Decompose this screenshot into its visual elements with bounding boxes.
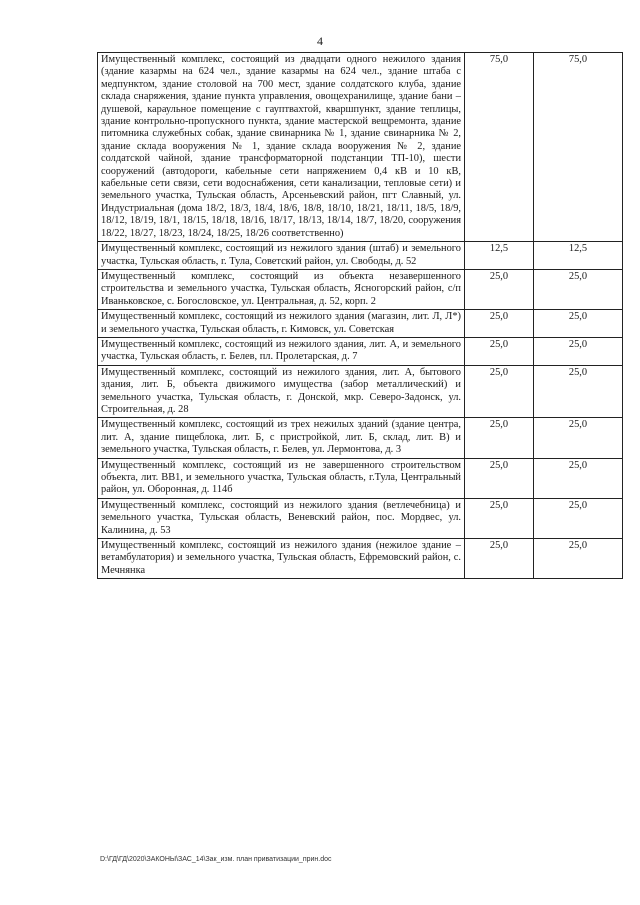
value-column-1: 25,0 [465,539,534,579]
table-row [98,458,623,498]
table-row [98,418,623,458]
value-column-2: 25,0 [534,539,623,579]
table-row [98,539,623,579]
document-file-path: D:\ГД\ГД\2020\ЗАКОНЫ\ЗАС_14\Зак_изм. план приватизации_прин.doc [100,856,332,863]
table-row [98,365,623,418]
property-table [97,52,623,579]
property-description: Имущественный комплекс, состоящий из нежилого здания, лит. А, и земельного участка, Тульская область, г. Белев, пл. Пролетарская, д. 7 [98,337,465,365]
property-description: Имущественный комплекс, состоящий из нежилого здания (ветлечебница) и земельного участка, Тульская область, Веневский район, пос. Мордвес, ул. Калинина, д. 53 [98,498,465,538]
page-number: 4 [317,34,323,48]
property-description: Имущественный комплекс, состоящий из нежилого здания (нежилое здание – ветамбулатория) и земельного участка, Тульская область, Ефремовский район, с. Мечнянка [98,539,465,579]
property-description: Имущественный комплекс, состоящий из объекта незавершенного строительства и земельного участка, Тульская область, Ясногорский район, с/п Иваньковское, с. Богословское, ул. Центральная, д. 52, корп. 2 [98,269,465,309]
value-column-2: 25,0 [534,365,623,418]
value-column-1: 12,5 [465,242,534,270]
value-column-2: 12,5 [534,242,623,270]
property-description: Имущественный комплекс, состоящий из нежилого здания (магазин, лит. Л, Л*) и земельного участка, Тульская область, г. Кимовск, ул. Советская [98,310,465,338]
value-column-2: 25,0 [534,458,623,498]
value-column-1: 25,0 [465,498,534,538]
table-row [98,269,623,309]
property-description: Имущественный комплекс, состоящий из трех нежилых зданий (здание центра, лит. А, здание пищеблока, лит. Б, с пристройкой, лит. Б, склад, лит. В) и земельного участка, Тульская область, г. Белев, ул. Лермонтова, д. 3 [98,418,465,458]
table-row [98,242,623,270]
property-description: Имущественный комплекс, состоящий из нежилого здания (штаб) и земельного участка, Тульская область, г. Тула, Советский район, ул. Свободы, д. 52 [98,242,465,270]
value-column-1: 25,0 [465,269,534,309]
value-column-1: 25,0 [465,418,534,458]
table-row [98,53,623,242]
value-column-2: 75,0 [534,53,623,242]
value-column-1: 25,0 [465,310,534,338]
property-description: Имущественный комплекс, состоящий из не завершенного строительством объекта, лит. ВВ1, и земельного участка, Тульская область, г.Тула, Центральный район, ул. Оборонная, д. 114б [98,458,465,498]
value-column-2: 25,0 [534,418,623,458]
value-column-2: 25,0 [534,498,623,538]
property-description: Имущественный комплекс, состоящий из двадцати одного нежилого здания (здание казармы на 624 чел., здание казармы на 624 чел., здание штаба с медпунктом, здание столовой на 700 мест, здание солдатского клуба, здание склада снаряжения, здание пункта управления, овощехранилище, здание бани – душевой, караульное помещение с гауптвахтой, кваршпункт, здание теплицы, здание контрольно-пропускного пункта, здание мастерской вещремонта, здание питомника служебных собак, здание свинарника № 1, здание свинарника № 2, здание склада вооружения № 1, здание склада вооружения № 2, здание солдатской чайной, здание трансформаторной подстанции ТП-10), шести сооружений (автодороги, кабельные сети напряжением 0,4 кВ и 10 кВ, кабельные сети связи, сети водоснабжения, сети канализации, тепловые сети) и земельного участка, Тульская область, Арсеньевский район, пгт Славный, ул. Индустриальная (дома 18/2, 18/3, 18/4, 18/6, 18/8, 18/10, 18/21, 18/11, 18/5, 18/9, 18/12, 18/19, 18/1, 18/15, 18/18, 18/16, 18/17, 18/13, 18/14, 18/7, 18/20, сооружения 18/22, 18/27, 18/23, 18/24, 18/25, 18/26 соответственно) [98,53,465,242]
property-description: Имущественный комплекс, состоящий из нежилого здания, лит. А, бытового здания, лит. Б, объекта движимого имущества (забор металлический) и земельного участка, Тульская область, г. Донской, мкр. Северо-Задонск, ул. Строительная, д. 28 [98,365,465,418]
value-column-2: 25,0 [534,269,623,309]
value-column-2: 25,0 [534,337,623,365]
table-row [98,310,623,338]
value-column-1: 25,0 [465,365,534,418]
value-column-1: 75,0 [465,53,534,242]
value-column-1: 25,0 [465,458,534,498]
value-column-1: 25,0 [465,337,534,365]
value-column-2: 25,0 [534,310,623,338]
table-row [98,337,623,365]
table-row [98,498,623,538]
